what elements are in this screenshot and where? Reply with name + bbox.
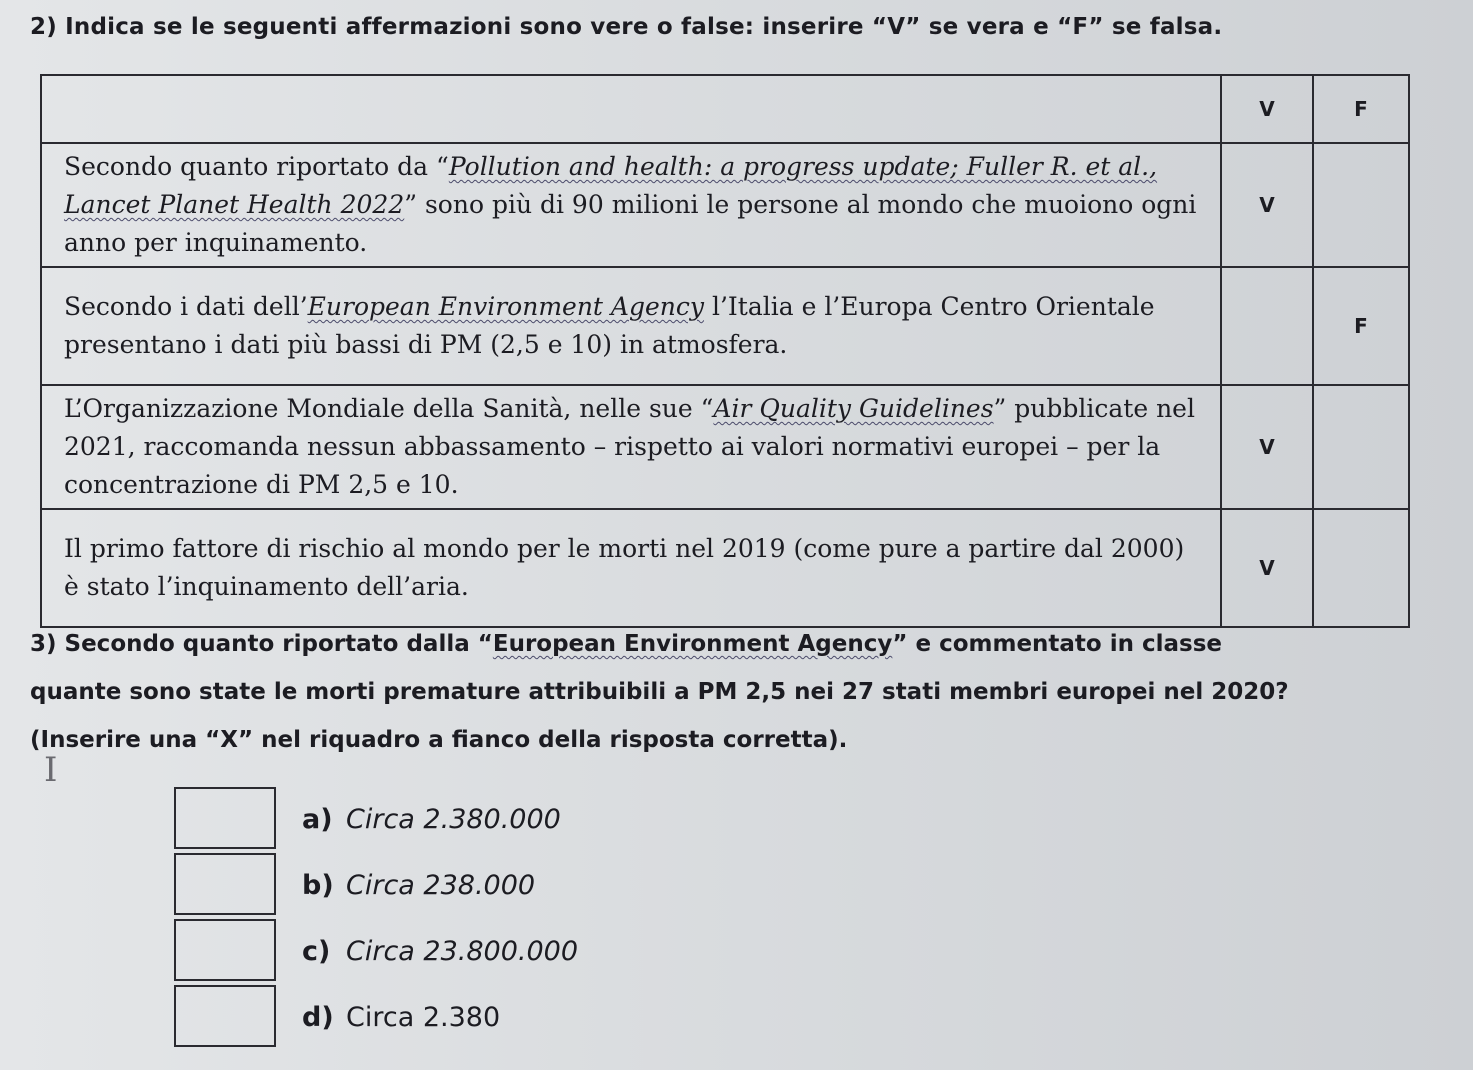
header-f: F <box>1313 75 1409 143</box>
question-2-heading: 2) Indica se le seguenti affermazioni sono vere o false: inserire “V” se vera e “F” se falsa. <box>30 14 1223 40</box>
question-3-line-2: quante sono state le morti premature attribuibili a PM 2,5 nei 27 stati membri europei nel 2020? <box>30 679 1289 705</box>
option-text: Circa 2.380 <box>346 1001 501 1033</box>
option-letter: a) <box>302 803 333 835</box>
option-a-checkbox[interactable] <box>174 787 276 849</box>
answer-f-cell-2[interactable]: F <box>1313 267 1409 385</box>
option-b <box>174 852 578 918</box>
answer-v-cell-2[interactable] <box>1221 267 1313 385</box>
option-a <box>174 786 578 852</box>
option-c-checkbox[interactable] <box>174 919 276 981</box>
answer-v-cell-1[interactable]: V <box>1221 143 1313 267</box>
table-header-row <box>41 75 1409 143</box>
option-d <box>174 984 578 1050</box>
answer-f-cell-1[interactable] <box>1313 143 1409 267</box>
answer-options <box>174 786 578 1050</box>
question-3 <box>30 620 1450 764</box>
option-letter: b) <box>302 869 334 901</box>
question-3-line-1: 3) Secondo quanto riportato dalla “European Environment Agency” e commentato in classe <box>30 631 1223 657</box>
answer-v-cell-4[interactable]: V <box>1221 509 1313 627</box>
header-empty-cell <box>41 75 1221 143</box>
text-cursor-icon: I <box>44 750 58 790</box>
answer-f-cell-3[interactable] <box>1313 385 1409 509</box>
table-row <box>41 143 1409 267</box>
option-letter: c) <box>302 935 331 967</box>
question-3-instructions: (Inserire una “X” nel riquadro a fianco della risposta corretta). <box>30 727 848 753</box>
statement-3: L’Organizzazione Mondiale della Sanità, nelle sue “Air Quality Guidelines” pubblicate nel 2021, raccomanda nessun abbassamento – rispetto ai valori normativi europei – per la concentrazione di PM 2,5 e 10. <box>41 385 1221 509</box>
option-text: Circa 23.800.000 <box>346 935 579 967</box>
header-v: V <box>1221 75 1313 143</box>
option-letter: d) <box>302 1001 334 1033</box>
option-c <box>174 918 578 984</box>
option-text: Circa 238.000 <box>346 869 536 901</box>
statement-1: Secondo quanto riportato da “Pollution and health: a progress update; Fuller R. et al., Lancet Planet Health 2022” sono più di 90 milioni le persone al mondo che muoiono ogni anno per inquinamento. <box>41 143 1221 267</box>
option-text: Circa 2.380.000 <box>346 803 561 835</box>
table-row <box>41 267 1409 385</box>
option-b-checkbox[interactable] <box>174 853 276 915</box>
table-row <box>41 509 1409 627</box>
true-false-table <box>40 74 1410 628</box>
table-row <box>41 385 1409 509</box>
answer-f-cell-4[interactable] <box>1313 509 1409 627</box>
statement-4: Il primo fattore di rischio al mondo per le morti nel 2019 (come pure a partire dal 2000) è stato l’inquinamento dell’aria. <box>41 509 1221 627</box>
answer-v-cell-3[interactable]: V <box>1221 385 1313 509</box>
statement-2: Secondo i dati dell’European Environment Agency l’Italia e l’Europa Centro Orientale presentano i dati più bassi di PM (2,5 e 10) in atmosfera. <box>41 267 1221 385</box>
option-d-checkbox[interactable] <box>174 985 276 1047</box>
